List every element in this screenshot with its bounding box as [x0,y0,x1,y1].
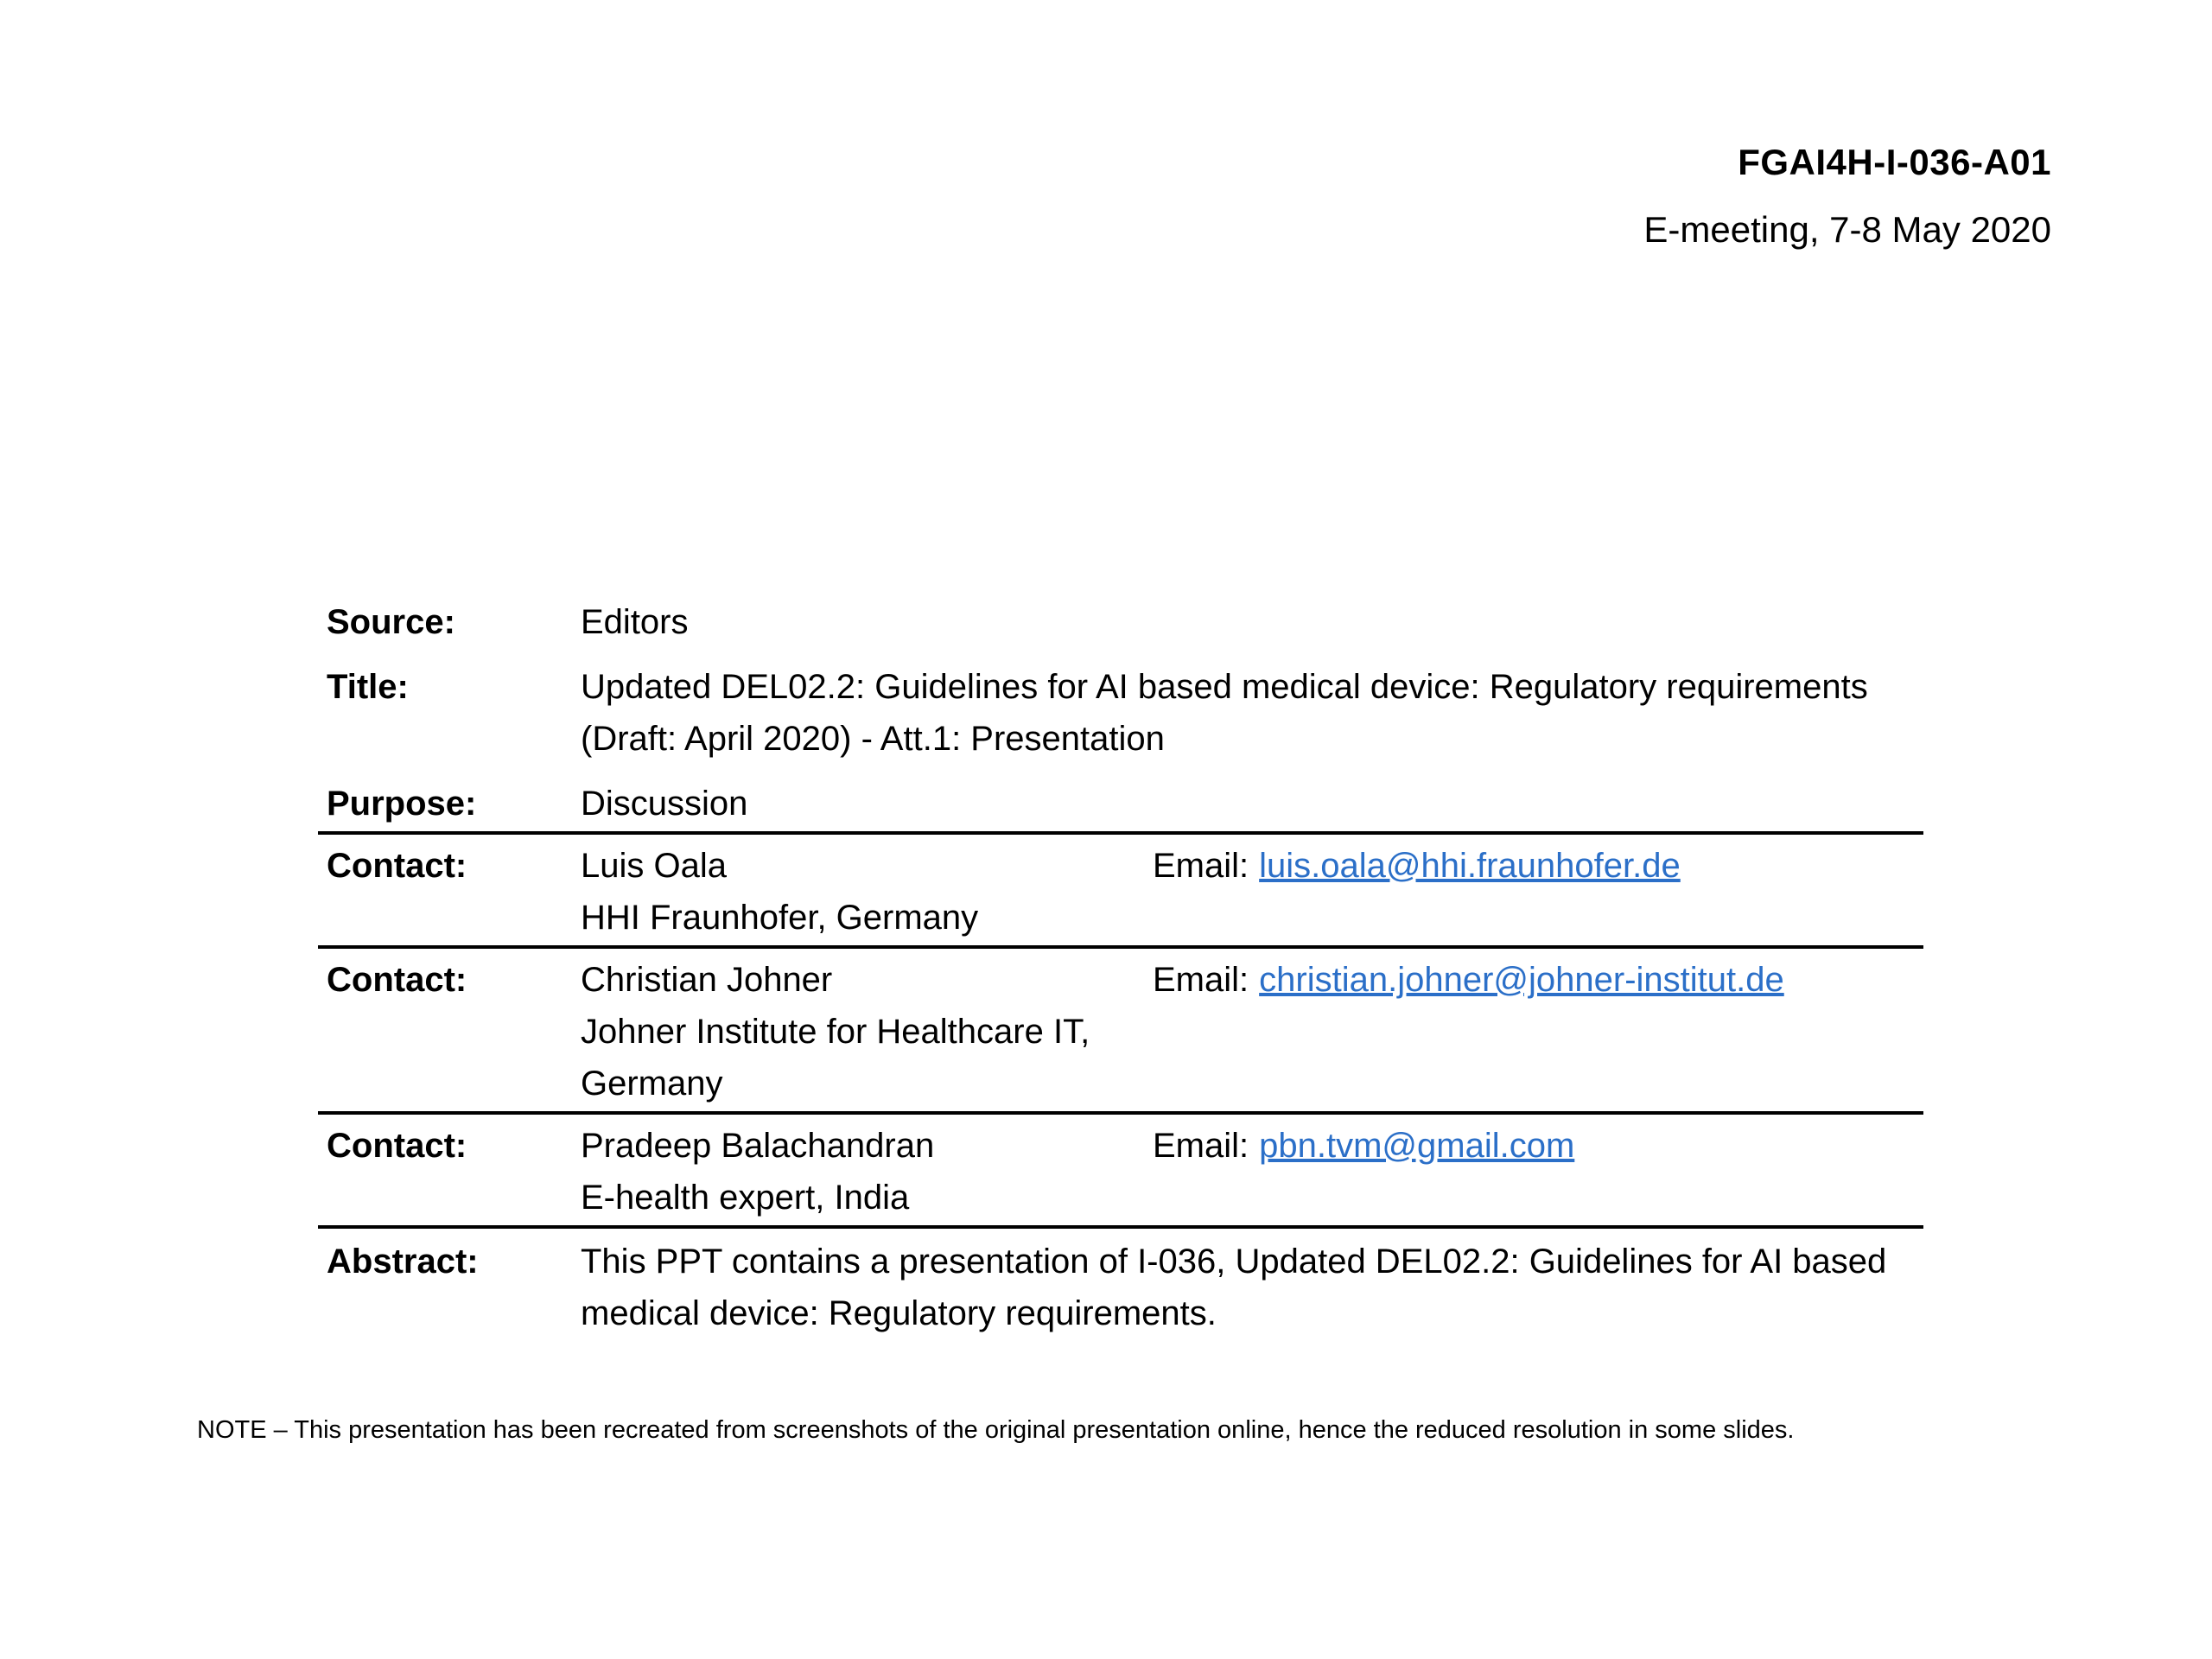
purpose-value: Discussion [581,785,748,823]
contact-email-cell [1153,954,1923,1109]
contact-label: Contact: [327,1127,467,1165]
document-number: FGAI4H-I-036-A01 [1738,142,2051,182]
meeting-info: E-meeting, 7-8 May 2020 [1643,209,2051,250]
contact-label: Contact: [327,961,467,999]
email-link[interactable]: pbn.tvm@gmail.com [1259,1127,1575,1165]
table-row-contact [318,1115,1923,1229]
table-row-abstract [318,1229,1923,1339]
contact-name: Pradeep Balachandran [581,1127,935,1165]
table-row-title [318,661,1923,778]
table-row-contact [318,949,1923,1115]
email-link[interactable]: luis.oala@hhi.fraunhofer.de [1259,847,1681,885]
purpose-label: Purpose: [327,785,477,823]
contact-info [581,1120,1153,1224]
contact-info [581,954,1153,1109]
table-row-contact [318,835,1923,949]
abstract-value: This PPT contains a presentation of I-036, Updated DEL02.2: Guidelines for AI based medical device: Regulatory requirements. [581,1243,1887,1332]
footnote: NOTE – This presentation has been recreated from screenshots of the original presentation online, hence the reduced resolution in some slides. [197,1416,1795,1444]
document-info-table [318,596,1923,1339]
contact-label: Contact: [327,847,467,885]
email-link[interactable]: christian.johner@johner-institut.de [1259,961,1784,999]
contact-name: Christian Johner [581,961,833,999]
contact-affiliation: HHI Fraunhofer, Germany [581,899,979,937]
contact-name: Luis Oala [581,847,727,885]
title-label: Title: [327,668,409,706]
source-label: Source: [327,603,455,641]
contact-affiliation: Johner Institute for Healthcare IT, Germany [581,1013,1090,1103]
source-value: Editors [581,603,689,641]
table-row-source [318,596,1923,661]
contact-info [581,840,1153,944]
title-value: Updated DEL02.2: Guidelines for AI based medical device: Regulatory requirements (Draft: April 2020) - Att.1: Presentation [581,668,1868,758]
contact-email-cell [1153,1120,1923,1224]
email-label: Email: [1153,1127,1249,1165]
abstract-label: Abstract: [327,1243,479,1281]
document-header [1643,140,2051,252]
email-label: Email: [1153,847,1249,885]
contact-email-cell [1153,840,1923,944]
email-label: Email: [1153,961,1249,999]
contact-affiliation: E-health expert, India [581,1179,910,1217]
table-row-purpose [318,778,1923,835]
